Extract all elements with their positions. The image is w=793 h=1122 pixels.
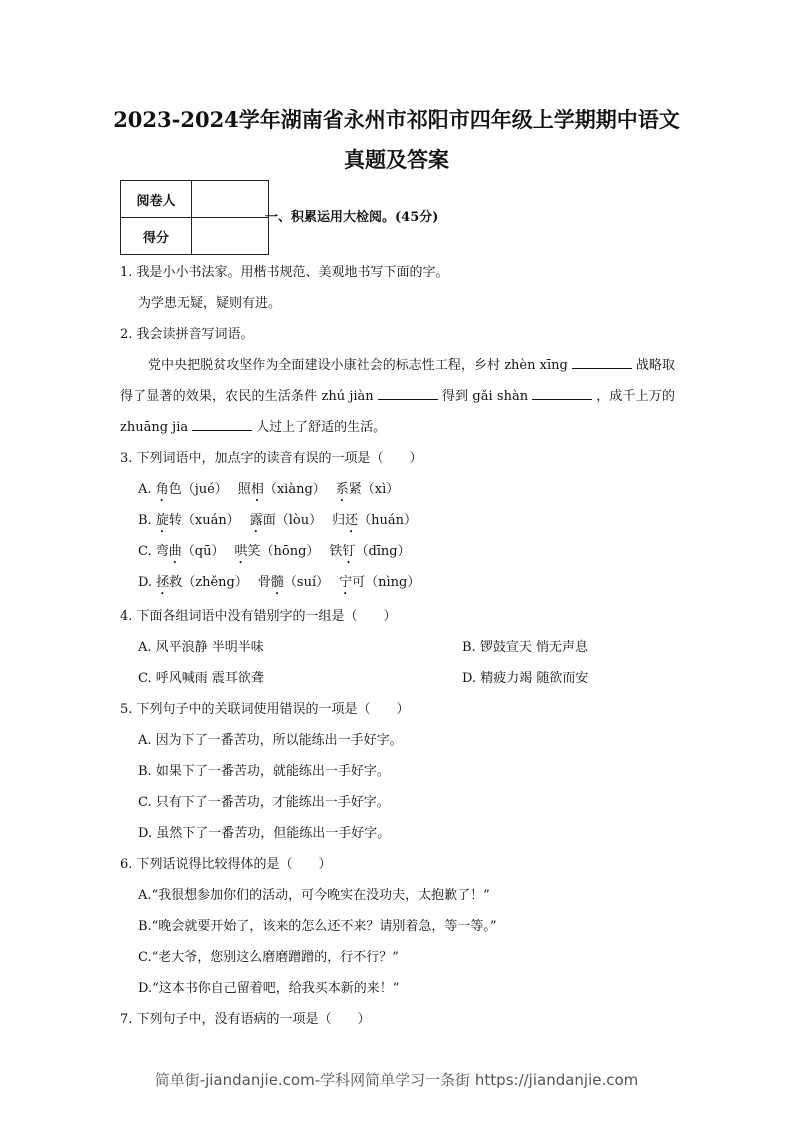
word-char: 色 — [168, 482, 182, 497]
word-char: 骨 — [257, 575, 271, 590]
word-char: 铁 — [329, 544, 343, 559]
dotted-char: 髓 — [270, 575, 284, 590]
q3-word — [258, 575, 329, 590]
word-char: 弯 — [155, 544, 169, 559]
q6-option-c: C.“老大爷，您别这么磨磨蹭蹭的，行不行？” — [138, 950, 399, 965]
answer-blank[interactable] — [532, 385, 592, 400]
q2-part: 得到 gǎi shàn — [441, 389, 529, 404]
q1-stem: 1. 我是小小书法家。用楷书规范、美观地书写下面的字。 — [120, 265, 449, 280]
q4-row — [120, 632, 675, 663]
q3-word — [234, 544, 319, 559]
q6-option-d: D.“这本书你自己留着吧，给我买本新的来！” — [138, 981, 400, 996]
word-char: 归 — [332, 513, 346, 528]
answer-blank[interactable] — [378, 385, 438, 400]
score-label: 得分 — [121, 218, 192, 255]
word-char: 可 — [352, 575, 366, 590]
dotted-char: 哄 — [234, 544, 248, 559]
q3-option — [120, 474, 675, 505]
pinyin: （lòu） — [275, 513, 323, 528]
option-label: A. — [138, 482, 156, 497]
pinyin: （hōng） — [260, 544, 320, 559]
q5-option-d: D. 虽然下了一番苦功，但能练出一手好字。 — [138, 826, 391, 841]
q2-part: 战略取得了显著的效果，农民的生活条件 zhú jiàn — [120, 358, 675, 404]
q4-row — [120, 663, 675, 694]
q3-word — [329, 544, 410, 559]
q5-stem: 5. 下列句子中的关联词使用错误的一项是（ ） — [120, 702, 410, 717]
pinyin: （qū） — [181, 544, 225, 559]
dotted-char: 露 — [249, 513, 263, 528]
pinyin: （nìng） — [365, 575, 421, 590]
pinyin: （xuán） — [181, 513, 240, 528]
q3-word — [156, 513, 240, 528]
word-char: 笑 — [247, 544, 261, 559]
word-char: 转 — [168, 513, 182, 528]
doc-title-line2: 真题及答案 — [344, 147, 449, 172]
q4-option-a: A. 风平浪静 半明半味 — [138, 640, 264, 655]
q4-option-b: B. 锣鼓宣天 悄无声息 — [462, 640, 588, 655]
pinyin: （zhěng） — [182, 575, 248, 590]
q3-word — [332, 513, 417, 528]
q3-word — [336, 482, 400, 497]
footer-watermark: 简单街-jiandanjie.com-学科网简单学习一条街 https://jiandanjie.com — [154, 1071, 639, 1089]
score-cell — [192, 218, 269, 255]
dotted-char: 钉 — [342, 544, 356, 559]
q3-word — [250, 513, 322, 528]
q6-option-a: A.“我很想参加你们的活动，可今晚实在没功夫，太抱歉了！” — [138, 888, 490, 903]
pinyin: （xì） — [361, 482, 400, 497]
q1-text: 为学患无疑，疑则有进。 — [138, 296, 282, 311]
option-label: C. — [138, 544, 156, 559]
pinyin: （suí） — [283, 575, 330, 590]
q5-option-a: A. 因为下了一番苦功，所以能练出一手好字。 — [138, 733, 403, 748]
pinyin: （huán） — [358, 513, 417, 528]
q3-word — [156, 544, 225, 559]
q3-word — [156, 482, 228, 497]
dotted-char: 曲 — [168, 544, 182, 559]
q3-word — [156, 575, 248, 590]
dotted-char: 宁 — [339, 575, 353, 590]
q3-word — [238, 482, 326, 497]
answer-blank[interactable] — [192, 416, 252, 431]
dotted-char: 拯 — [156, 575, 170, 590]
q5-option-c: C. 只有下了一番苦功，才能练出一手好字。 — [138, 795, 390, 810]
q5-option-b: B. 如果下了一番苦功，就能练出一手好字。 — [138, 764, 390, 779]
q6-option-b: B.“晚会就要开始了，该来的怎么还不来？请别着急，等一等。” — [138, 919, 497, 934]
score-table — [120, 180, 269, 255]
q3-option — [120, 505, 675, 536]
q7-stem: 7. 下列句子中，没有语病的一项是（ ） — [120, 1012, 371, 1027]
option-label: B. — [138, 513, 156, 528]
pinyin: （xiàng） — [263, 482, 326, 497]
answer-blank[interactable] — [572, 354, 632, 369]
pinyin: （dīng） — [355, 544, 411, 559]
q4-option-c: C. 呼风喊雨 震耳欲聋 — [138, 671, 264, 686]
q2-stem: 2. 我会读拼音写词语。 — [120, 327, 254, 342]
q4-option-d: D. 精疲力竭 随欲而安 — [462, 671, 589, 686]
word-char: 照 — [237, 482, 251, 497]
section-heading: 一、积累运用大检阅。(45分) — [265, 210, 439, 225]
q3-option — [120, 536, 675, 567]
q2-part: 人过上了舒适的生活。 — [256, 420, 387, 435]
reviewer-label: 阅卷人 — [121, 181, 192, 218]
option-label: D. — [138, 575, 157, 590]
q3-stem: 3. 下列词语中，加点字的读音有误的一项是（ ） — [120, 451, 423, 466]
q2-part: ，成千上万的 zhuāng jia — [120, 389, 675, 435]
q6-stem: 6. 下列话说得比较得体的是（ ） — [120, 857, 332, 872]
word-char: 面 — [262, 513, 276, 528]
pinyin: （jué） — [181, 482, 228, 497]
doc-title-line1: 2023-2024学年湖南省永州市祁阳市四年级上学期期中语文 — [113, 107, 680, 132]
q3-option — [120, 567, 675, 598]
dotted-char: 还 — [345, 513, 359, 528]
word-char: 救 — [169, 575, 183, 590]
q4-stem: 4. 下面各组词语中没有错别字的一组是（ ） — [120, 609, 397, 624]
dotted-char: 旋 — [155, 513, 169, 528]
q2-paragraph — [120, 350, 675, 443]
dotted-char: 系 — [335, 482, 349, 497]
dotted-char: 相 — [250, 482, 264, 497]
q3-word — [339, 575, 420, 590]
dotted-char: 角 — [155, 482, 169, 497]
word-char: 紧 — [348, 482, 362, 497]
reviewer-cell — [192, 181, 269, 218]
q2-part: 党中央把脱贫攻坚作为全面建设小康社会的标志性工程，乡村 zhèn xīng — [148, 358, 568, 373]
question-body — [120, 257, 675, 1035]
